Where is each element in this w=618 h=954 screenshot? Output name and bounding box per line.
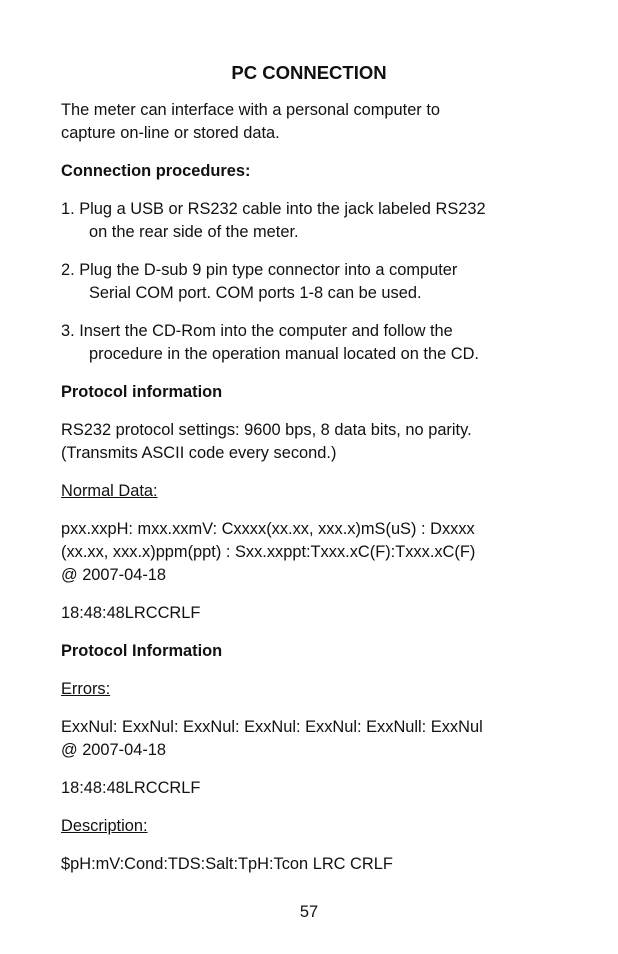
normal-data-line: @ 2007-04-18 — [61, 566, 167, 584]
protocol-information-heading-2: Protocol Information — [61, 642, 223, 660]
step-text: 1. Plug a USB or RS232 cable into the jack labeled RS232 — [61, 200, 486, 218]
normal-data-line: (xx.xx, xxx.x)ppm(ppt) : Sxx.xxppt:Txxx.xC(F):Txxx.xC(F) — [61, 543, 476, 561]
normal-data-label — [61, 480, 561, 503]
protocol-information-heading: Protocol information — [61, 383, 223, 401]
errors-format — [61, 716, 561, 762]
page-number: 57 — [299, 903, 319, 921]
protocol-settings-paragraph — [61, 419, 561, 465]
connection-procedures-heading: Connection procedures: — [61, 162, 251, 180]
protocol-settings-line: (Transmits ASCII code every second.) — [61, 444, 337, 462]
normal-data-label-text: Normal Data: — [61, 482, 158, 500]
step-continuation: Serial COM port. COM ports 1-8 can be used. — [89, 284, 422, 302]
procedure-step-3 — [61, 320, 561, 366]
step-text: 3. Insert the CD-Rom into the computer and follow the — [61, 322, 453, 340]
protocol-settings-line: RS232 protocol settings: 9600 bps, 8 data bits, no parity. — [61, 421, 472, 439]
step-text: 2. Plug the D-sub 9 pin type connector into a computer — [61, 261, 458, 279]
intro-line: The meter can interface with a personal computer to — [61, 101, 440, 119]
procedure-step-1 — [61, 198, 561, 244]
normal-data-line: pxx.xxpH: mxx.xxmV: Cxxxx(xx.xx, xxx.x)mS(uS) : Dxxxx — [61, 520, 475, 538]
errors-line: @ 2007-04-18 — [61, 741, 167, 759]
step-continuation: on the rear side of the meter. — [89, 223, 299, 241]
manual-page — [61, 60, 561, 891]
errors-label-text: Errors: — [61, 680, 111, 698]
errors-label — [61, 678, 561, 701]
errors-time: 18:48:48LRCCRLF — [61, 779, 201, 797]
errors-line: ExxNul: ExxNul: ExxNul: ExxNul: ExxNul: ExxNull: ExxNul — [61, 718, 483, 736]
normal-data-time: 18:48:48LRCCRLF — [61, 604, 201, 622]
description-text: $pH:mV:Cond:TDS:Salt:TpH:Tcon LRC CRLF — [61, 855, 393, 873]
description-label — [61, 815, 561, 838]
page-title: PC CONNECTION — [231, 62, 387, 83]
intro-line: capture on-line or stored data. — [61, 124, 280, 142]
procedure-step-2 — [61, 259, 561, 305]
intro-paragraph — [61, 99, 561, 145]
description-label-text: Description: — [61, 817, 148, 835]
normal-data-format — [61, 518, 561, 587]
step-continuation: procedure in the operation manual located on the CD. — [89, 345, 479, 363]
